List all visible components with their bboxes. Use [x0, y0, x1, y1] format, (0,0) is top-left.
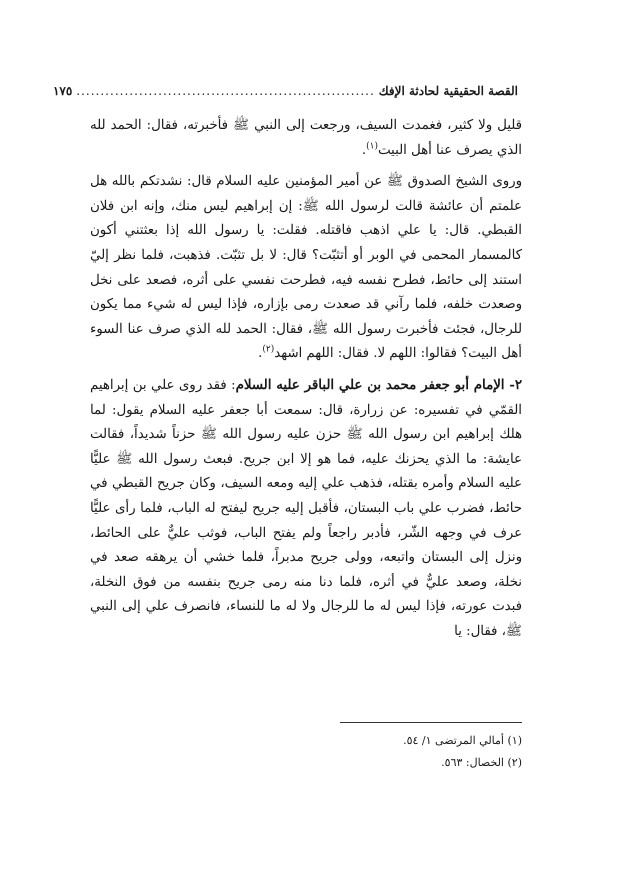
footnotes [260, 730, 522, 774]
paragraph-2-text: وروى الشيخ الصدوق ﷺ عن أمير المؤمنين عليه السلام قال: نشدتكم بالله هل علمتم أن عائشة قالت لرسول الله ﷺ: إن إبراهيم ليس منك، وإنه ابن فلان القبطي. قال: يا علي اذهب فاقتله. فقلت: يا رسول الله إذا بعثتني أكون كالمسمار المحمى في الوبر أو أتثبّت؟ قال: لا بل تثبّت. فذهبت، فلما نظر إليّ استند إلى حائط، فطرح نفسه فيه، فطرحت نفسي على أثره، فصعد على نخل وصعدت خلفه، فلما رآني قد صعدت رمى بإزاره، فإذا ليس له شيء مما يكون للرجال، فجئت فأخبرت رسول الله ﷺ، فقال: الحمد لله الذي صرف عنا السوء أهل البيت؟ فقالوا: اللهم لا. فقال: اللهم اشهد [90, 174, 522, 362]
paragraph-3 [90, 374, 522, 645]
footnote-divider [340, 722, 522, 723]
paragraph-3-text: : فقد روى علي بن إبراهيم القمّي في تفسيره: عن زرارة، قال: سمعت أبا جعفر عليه السلام يقول: لما هلك إبراهيم ابن رسول الله ﷺ حزن عليه رسول الله ﷺ حزناً شديداً، فقالت عايشة: ما الذي يحزنك عليه، فما هو إلا ابن جريح. فبعث رسول الله ﷺ عليًّا عليه السلام وأمره بقتله، فذهب علي إليه ومعه السيف، وكان جريح القبطي في حائط، فضرب علي باب البستان، فأقبل إليه جريح ليفتح له الباب، فلما رأى عليًّا عرف في وجهه الشّر، فأدبر راجعاً ولم يفتح الباب، فوثب عليٌّ على الحائط، ونزل إلى البستان واتبعه، وولى جريح مدبراً، فلما خشي أن يرهقه صعد في نخلة، وصعد عليٌّ في أثره، فلما دنا منه رمى جريح بنفسه من فوق النخلة، فبدت عورته، فإذا ليس له ما للرجال ولا له ما للنساء، فانصرف علي إلى النبي ﷺ، فقال: يا [90, 377, 522, 639]
paragraph-1-text: قليل ولا كثير، فغمدت السيف، ورجعت إلى النبي ﷺ فأخبرته، فقال: الحمد لله الذي يصرف عنا أهل البيت [90, 118, 522, 158]
paragraph-2-tail: . [258, 346, 263, 362]
page-number: ١٧٥ [52, 84, 73, 98]
paragraph-2 [90, 170, 522, 367]
section-heading: ٢- الإمام أبو جعفر محمد بن علي الباقر عليه السلام [235, 377, 523, 393]
header-title: القصة الحقيقية لحادثة الإفك [378, 84, 518, 98]
footnote-ref-1: (١) [366, 141, 378, 152]
footnote-ref-2: (٢) [262, 344, 275, 355]
footnote-2: (٢) الخصال: ٥٦٣. [441, 756, 522, 769]
header-leader-dots: .............................................................. [76, 84, 375, 98]
footnote-1: (١) أمالي المرتضى ١/ ٥٤. [403, 734, 522, 747]
paragraph-1-tail: . [361, 142, 367, 158]
paragraph-1 [90, 114, 522, 163]
body-text [90, 114, 522, 651]
running-header [52, 76, 518, 98]
